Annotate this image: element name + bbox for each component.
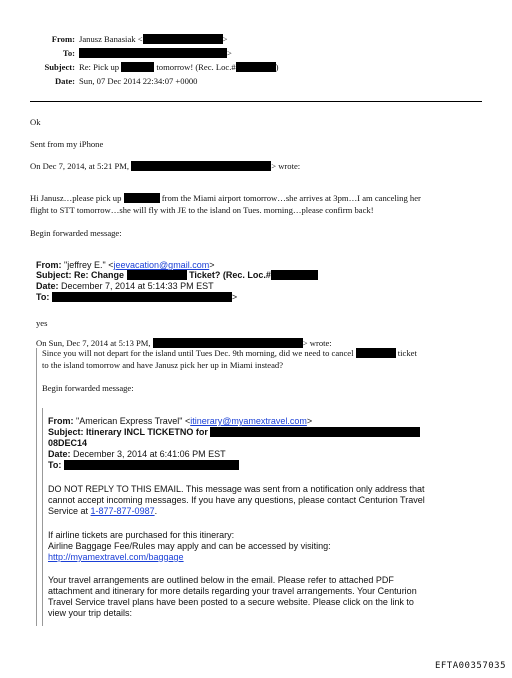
body-p3-line4: view your trip details: [48, 608, 133, 618]
fwd2-to-label: To: [48, 460, 62, 470]
quote1-msg-b: from the Miami airport tomorrow…she arrives at 3pm…I am canceling her [161, 193, 421, 203]
redaction [271, 270, 318, 280]
body-p1-line3 [48, 506, 157, 516]
quote2-bar [36, 348, 37, 626]
body-p2-line2: Airline Baggage Fee/Rules may apply and can be accessed by visiting: [48, 541, 331, 551]
redaction [64, 460, 239, 470]
redaction [143, 34, 223, 44]
fwd2-subject-label: Subject: [48, 427, 84, 437]
redaction [127, 270, 187, 280]
header-from-row [30, 34, 227, 45]
to-label: To: [62, 48, 75, 58]
redaction [153, 338, 303, 348]
fwd2-from-label: From: [48, 416, 74, 426]
from-end: > [222, 34, 228, 44]
fwd1-to-label: To: [36, 292, 50, 302]
fwd2-subject-line2 [48, 438, 87, 448]
date-label: Date: [54, 76, 75, 86]
from-label: From: [51, 34, 75, 44]
fwd1-date-row [36, 281, 214, 291]
subject-pre: Re: Pick up [79, 62, 120, 72]
redaction [121, 62, 154, 72]
quote1-msg-a: Hi Janusz…please pick up [30, 193, 122, 203]
fwd2-from-end: > [306, 416, 313, 426]
redaction [356, 348, 396, 358]
fwd2-bar [42, 408, 43, 626]
phone-link[interactable]: 1-877-877-0987 [90, 506, 155, 516]
fwd2-from-value: "American Express Travel" < [76, 416, 191, 426]
fwd2-email-link[interactable]: itinerary@myamextravel.com [190, 416, 307, 426]
fwd1-from-value: "jeffrey E." < [64, 260, 114, 270]
quote2-msg-line1 [42, 348, 417, 359]
fwd2-to-row [48, 460, 239, 470]
fwd1-subject-pre: Re: Change [74, 270, 125, 280]
quote1-msg-line1 [30, 193, 421, 204]
subject-label: Subject: [44, 62, 75, 72]
fwd2-date-row [48, 449, 226, 459]
redaction [52, 292, 232, 302]
fwd2-date-value: December 3, 2014 at 6:41:06 PM EST [73, 449, 226, 459]
fwd1-from-end: > [209, 260, 215, 270]
fwd1-to-row [36, 292, 237, 302]
fwd2-subject-value: Itinerary INCL TICKETNO for [86, 427, 208, 437]
redaction [236, 62, 276, 72]
quote2-begin-forwarded: Begin forwarded message: [42, 383, 134, 393]
reply-signature: Sent from my iPhone [30, 139, 104, 149]
quote2-msg-line2: to the island tomorrow and have Janusz pick her up in Miami instead? [42, 360, 284, 370]
from-value: Janusz Banasiak < [79, 34, 143, 44]
date-value: Sun, 07 Dec 2014 22:34:07 +0000 [79, 76, 198, 86]
baggage-link[interactable] [48, 552, 184, 562]
header-divider [30, 101, 482, 102]
fwd1-subject-row [36, 270, 318, 280]
fwd1-subject-mid: Ticket? (Rec. Loc.# [189, 270, 271, 280]
fwd2-subject-line2-text: 08DEC14 [48, 438, 88, 448]
baggage-link-text[interactable]: http://myamextravel.com/baggage [48, 552, 184, 562]
body-p3-line1: Your travel arrangements are outlined below in the email. Please refer to attached PDF [48, 575, 394, 585]
redaction [210, 427, 420, 437]
quote1-msg-line2: flight to STT tomorrow…she will fly with JE to the island on Tues. morning…please confirm back! [30, 205, 374, 215]
quote1-intro-pre: On Dec 7, 2014, at 5:21 PM, [30, 161, 130, 171]
quote2-msg-a: Since you will not depart for the island until Tues Dec. 9th morning, did we need to cancel [42, 348, 354, 358]
fwd2-from-row [48, 416, 312, 426]
quote2-msg-a-end: ticket [397, 348, 417, 358]
header-to-row [30, 48, 232, 59]
fwd1-from-row [36, 260, 214, 270]
bates-number: EFTA00357035 [434, 660, 506, 671]
redaction [79, 48, 227, 58]
body-p2-line1: If airline tickets are purchased for this itinerary: [48, 530, 235, 540]
quote1-intro [30, 161, 300, 172]
body-p3-line2: attachment and itinerary for more details regarding your travel arrangements. Your Centurion [48, 586, 417, 596]
body-p1-service: Service at [48, 506, 91, 516]
header-subject-row [30, 62, 279, 73]
reply-ok: Ok [30, 117, 41, 127]
redaction [131, 161, 271, 171]
header-date-row [30, 76, 197, 87]
fwd1-subject-label: Subject: [36, 270, 72, 280]
to-end: > [227, 48, 232, 58]
fwd1-email-link[interactable]: jeevacation@gmail.com [113, 260, 210, 270]
fwd1-date-label: Date: [36, 281, 59, 291]
body-p1-line1: DO NOT REPLY TO THIS EMAIL. This message was sent from a notification only address that [48, 484, 425, 494]
quote2-intro-pre: On Sun, Dec 7, 2014 at 5:13 PM, [36, 338, 151, 348]
fwd1-date-value: December 7, 2014 at 5:14:33 PM EST [61, 281, 214, 291]
fwd1-from-label: From: [36, 260, 62, 270]
subject-mid: tomorrow! (Rec. Loc.# [156, 62, 236, 72]
quote1-begin-forwarded: Begin forwarded message: [30, 228, 122, 238]
redaction [124, 193, 160, 203]
quote2-intro-post: > wrote: [302, 338, 332, 348]
fwd2-date-label: Date: [48, 449, 71, 459]
quote1-intro-post: > wrote: [271, 161, 301, 171]
fwd2-subject-row [48, 427, 420, 437]
fwd1-to-end: > [231, 292, 238, 302]
body-p1-end: . [154, 506, 158, 516]
body-p3-line3: Travel Service travel plans have been posted to a secure website. Please click on the link to [48, 597, 414, 607]
reply-yes: yes [36, 318, 48, 328]
subject-end: ) [275, 62, 279, 72]
body-p1-line2: cannot accept incoming messages. If you have any questions, please contact Centurion Travel [48, 495, 425, 505]
